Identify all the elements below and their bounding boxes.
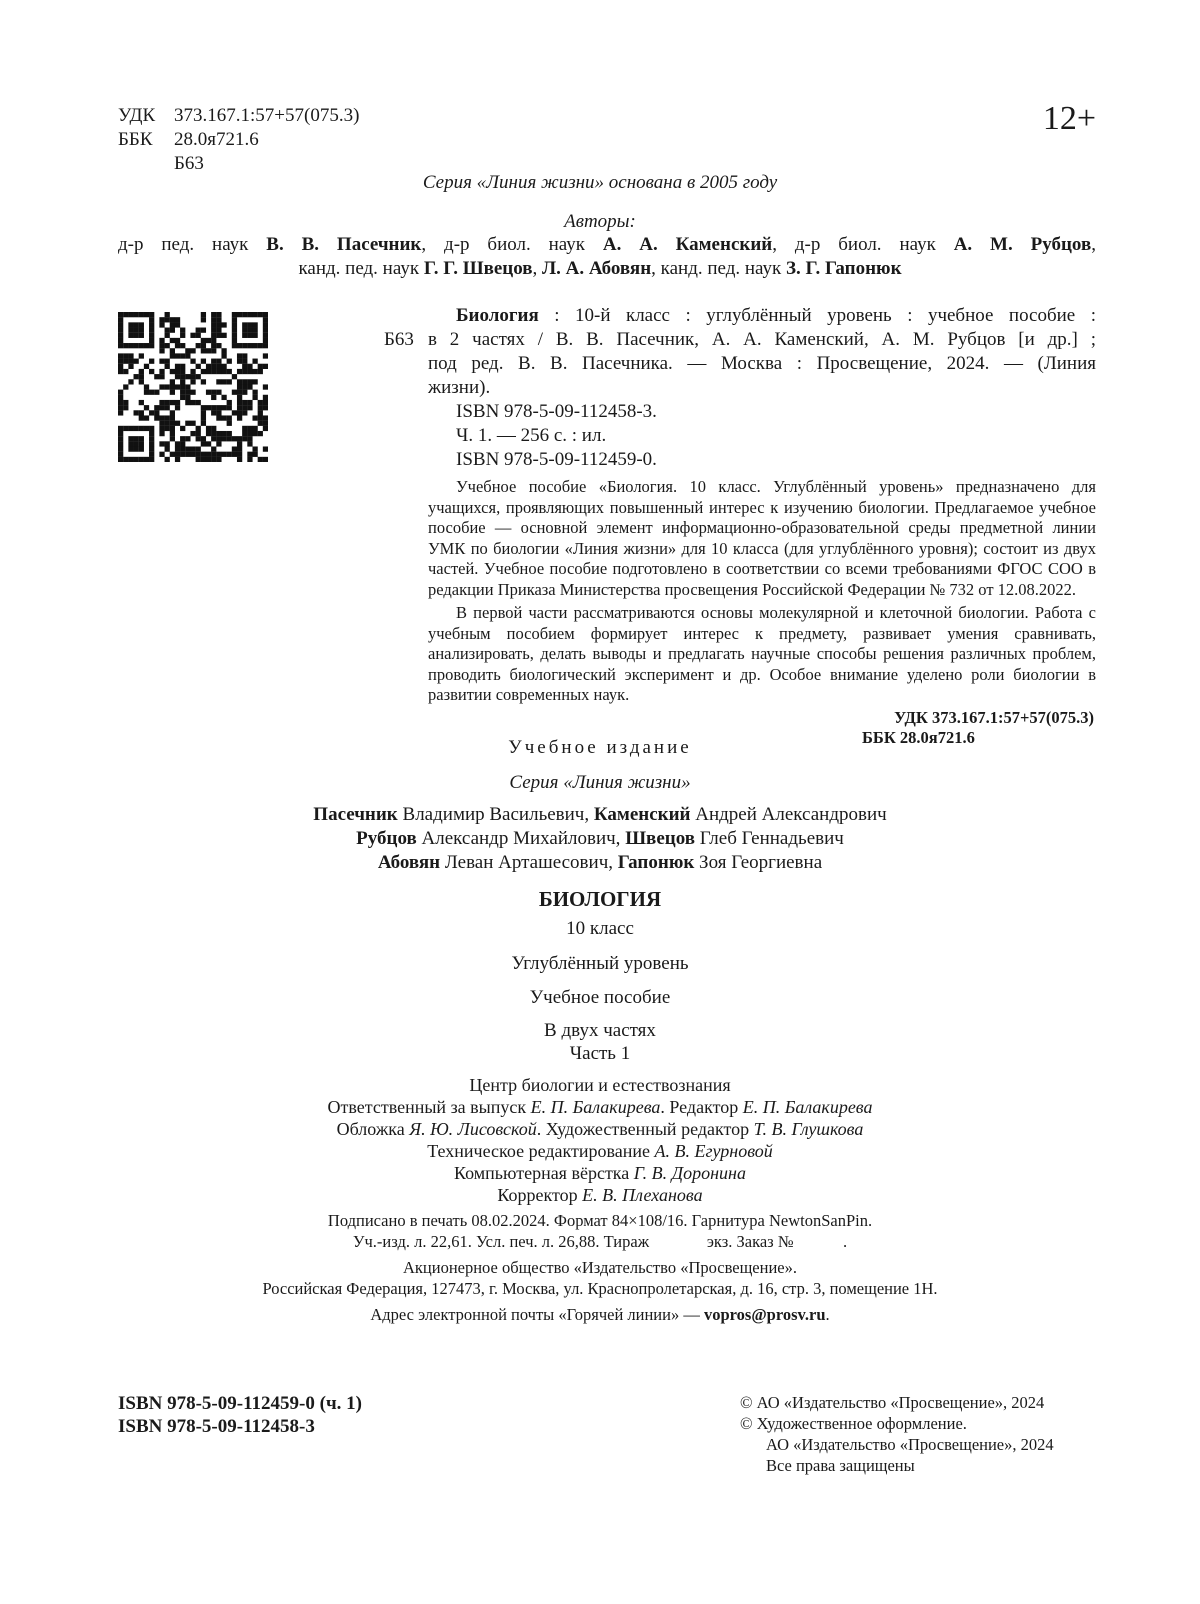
credit-line xyxy=(0,1184,1200,1206)
copyright xyxy=(740,1392,1054,1476)
isbn-full-set: ISBN 978-5-09-112458-3 xyxy=(118,1416,315,1437)
author-degree: , д-р биол. наук xyxy=(421,234,603,255)
credit-role: Центр биологии и естествознания xyxy=(469,1075,731,1095)
author-degree: , д-р биол. наук xyxy=(772,234,954,255)
level: Углублённый уровень xyxy=(511,953,689,974)
surname: Каменский xyxy=(593,804,691,825)
credit-person: Я. Ю. Лисовской xyxy=(409,1119,537,1139)
copyright-line: © Художественное оформление. xyxy=(740,1414,967,1433)
footer-isbn xyxy=(118,1392,362,1438)
part-number: Часть 1 xyxy=(569,1043,631,1064)
credit-person: Е. В. Плеханова xyxy=(582,1185,703,1205)
authors-line-2 xyxy=(0,257,1200,281)
biblio-line: в 2 частях / В. В. Пасечник, А. А. Каменский, А. М. Рубцов [и др.] ; xyxy=(428,329,1096,350)
credit-person: Г. В. Доронина xyxy=(633,1163,746,1183)
authors-line-1 xyxy=(118,233,1096,257)
isbn-part-1: ISBN 978-5-09-112459-0 (ч. 1) xyxy=(118,1393,362,1414)
publisher-name: Акционерное общество «Издательство «Просвещение». xyxy=(402,1258,797,1277)
author-name: А. М. Рубцов xyxy=(953,234,1092,255)
credit-role: Техническое редактирование xyxy=(427,1141,655,1161)
credit-line xyxy=(0,1140,1200,1162)
copyright-line: © АО «Издательство «Просвещение», 2024 xyxy=(740,1393,1045,1412)
book-title: Биология xyxy=(456,305,539,326)
series-note: Серия «Линия жизни» основана в 2005 году xyxy=(422,172,778,193)
edition-series: Серия «Линия жизни» xyxy=(509,772,691,793)
author-mark: Б63 xyxy=(174,153,204,174)
given-names: Глеб Геннадьевич xyxy=(694,828,844,849)
isbn-part: ISBN 978-5-09-112459-0. xyxy=(456,449,657,470)
surname: Рубцов xyxy=(356,828,417,849)
given-names: Андрей Александрович xyxy=(690,804,887,825)
surname: Швецов xyxy=(625,828,695,849)
classification-block xyxy=(118,104,359,176)
book-title-caps: БИОЛОГИЯ xyxy=(538,887,662,911)
given-names: Зоя Георгиевна xyxy=(694,852,823,873)
annotation-paragraph-2: В первой части рассматриваются основы молекулярной и клеточной биологии. Работа с учебным пособием формирует интерес к предмету, развивает умения сравнивать, анализировать, делать выводы и предлагать научные способы решения различных проблем, проводить биологический эксперимент и др. Особое внимание уделено роли биологии в развитии современных наук. xyxy=(428,603,1096,704)
author-names-line xyxy=(0,851,1200,875)
surname: Гапонюк xyxy=(617,852,695,873)
author-name: А. А. Каменский xyxy=(602,234,773,255)
credit-role: . Редактор xyxy=(660,1097,743,1117)
given-names: Леван Арташесович, xyxy=(440,852,618,873)
age-rating: 12+ xyxy=(1042,100,1096,137)
bbk-bold: ББК 28.0я721.6 xyxy=(862,728,975,747)
credit-person: Е. П. Балакирева xyxy=(530,1097,661,1117)
copyright-line: АО «Издательство «Просвещение», 2024 xyxy=(766,1435,1054,1454)
author-name: Л. А. Абовян xyxy=(542,258,652,279)
author-full-names xyxy=(0,803,1200,875)
author-degree: , xyxy=(1091,234,1096,255)
isbn-set: ISBN 978-5-09-112458-3. xyxy=(456,401,657,422)
udk-bold: УДК 373.167.1:57+57(075.3) xyxy=(894,707,1094,727)
surname: Пасечник xyxy=(313,804,398,825)
author-degree: , xyxy=(532,258,542,279)
author-name: З. Г. Гапонюк xyxy=(786,258,902,279)
bibliographic-record xyxy=(428,304,1096,749)
surname: Абовян xyxy=(377,852,441,873)
grade: 10 класс xyxy=(566,918,634,939)
biblio-line: : 10-й класс : углублённый уровень : учебное пособие : xyxy=(538,305,1096,326)
edition-type: Учебное издание xyxy=(508,737,692,758)
credit-line xyxy=(0,1162,1200,1184)
given-names: Владимир Васильевич, xyxy=(397,804,594,825)
biblio-line: жизни). xyxy=(428,377,491,398)
author-names-line xyxy=(0,827,1200,851)
kind: Учебное пособие xyxy=(529,987,671,1008)
email-link[interactable]: vopros@prosv.ru xyxy=(703,1305,826,1324)
credit-role: Корректор xyxy=(497,1185,583,1205)
author-name: В. В. Пасечник xyxy=(266,234,422,255)
parts: В двух частях xyxy=(544,1020,656,1041)
print-info xyxy=(0,1210,1200,1252)
author-names-line xyxy=(0,803,1200,827)
credit-role: . Художественный редактор xyxy=(536,1119,754,1139)
publisher-info xyxy=(0,1257,1200,1325)
biblio-code: Б63 xyxy=(384,329,414,350)
rights-reserved: Все права защищены xyxy=(766,1456,915,1475)
credit-role: Компьютерная вёрстка xyxy=(454,1163,634,1183)
bbk-label: ББК xyxy=(118,129,153,150)
author-degree: канд. пед. наук xyxy=(298,258,424,279)
credit-role: Обложка xyxy=(336,1119,410,1139)
credit-person: Е. П. Балакирева xyxy=(742,1097,873,1117)
print-line: Уч.-изд. л. 22,61. Усл. печ. л. 26,88. Тираж экз. Заказ № . xyxy=(352,1232,848,1251)
given-names: Александр Михайлович, xyxy=(416,828,626,849)
qr-code xyxy=(118,312,268,462)
credits xyxy=(0,1074,1200,1206)
credit-line xyxy=(0,1118,1200,1140)
credit-line xyxy=(0,1096,1200,1118)
credit-line xyxy=(0,1074,1200,1096)
author-name: Г. Г. Швецов xyxy=(423,258,533,279)
credit-role: Ответственный за выпуск xyxy=(327,1097,531,1117)
bbk-code: 28.0я721.6 xyxy=(174,129,259,150)
biblio-line: под ред. В. В. Пасечника. — Москва : Просвещение, 2024. — (Линия xyxy=(428,353,1096,374)
author-degree: д-р пед. наук xyxy=(118,234,267,255)
credit-person: А. В. Егурновой xyxy=(654,1141,773,1161)
annotation-paragraph-1: Учебное пособие «Биология. 10 класс. Углублённый уровень» предназначено для учащихся, проявляющих повышенный интерес к изучению биологии. Предлагаемое учебное пособие — основной элемент информационно-образовательной среды предметной линии УМК по биологии «Линия жизни» для 10 класса (для углублённого уровня); состоит из двух частей. Учебное пособие подготовлено в соответствии со всеми требованиями ФГОС СОО в редакции Приказа Министерства просвещения Российской Федерации № 732 от 12.08.2022. xyxy=(428,477,1096,599)
email-label: Адрес электронной почты «Горячей линии» — xyxy=(370,1305,704,1324)
credit-person: Т. В. Глушкова xyxy=(753,1119,864,1139)
print-line: Подписано в печать 08.02.2024. Формат 84×108/16. Гарнитура NewtonSanPin. xyxy=(327,1211,873,1230)
part-info: Ч. 1. — 256 с. : ил. xyxy=(456,425,607,446)
publisher-address: Российская Федерация, 127473, г. Москва, ул. Краснопролетарская, д. 16, стр. 3, помещение 1Н. xyxy=(262,1279,938,1298)
author-degree: , канд. пед. наук xyxy=(651,258,787,279)
punct: . xyxy=(825,1305,830,1324)
udk-label: УДК xyxy=(118,105,156,126)
udk-code: 373.167.1:57+57(075.3) xyxy=(174,105,360,126)
authors-title: Авторы: xyxy=(564,211,636,232)
